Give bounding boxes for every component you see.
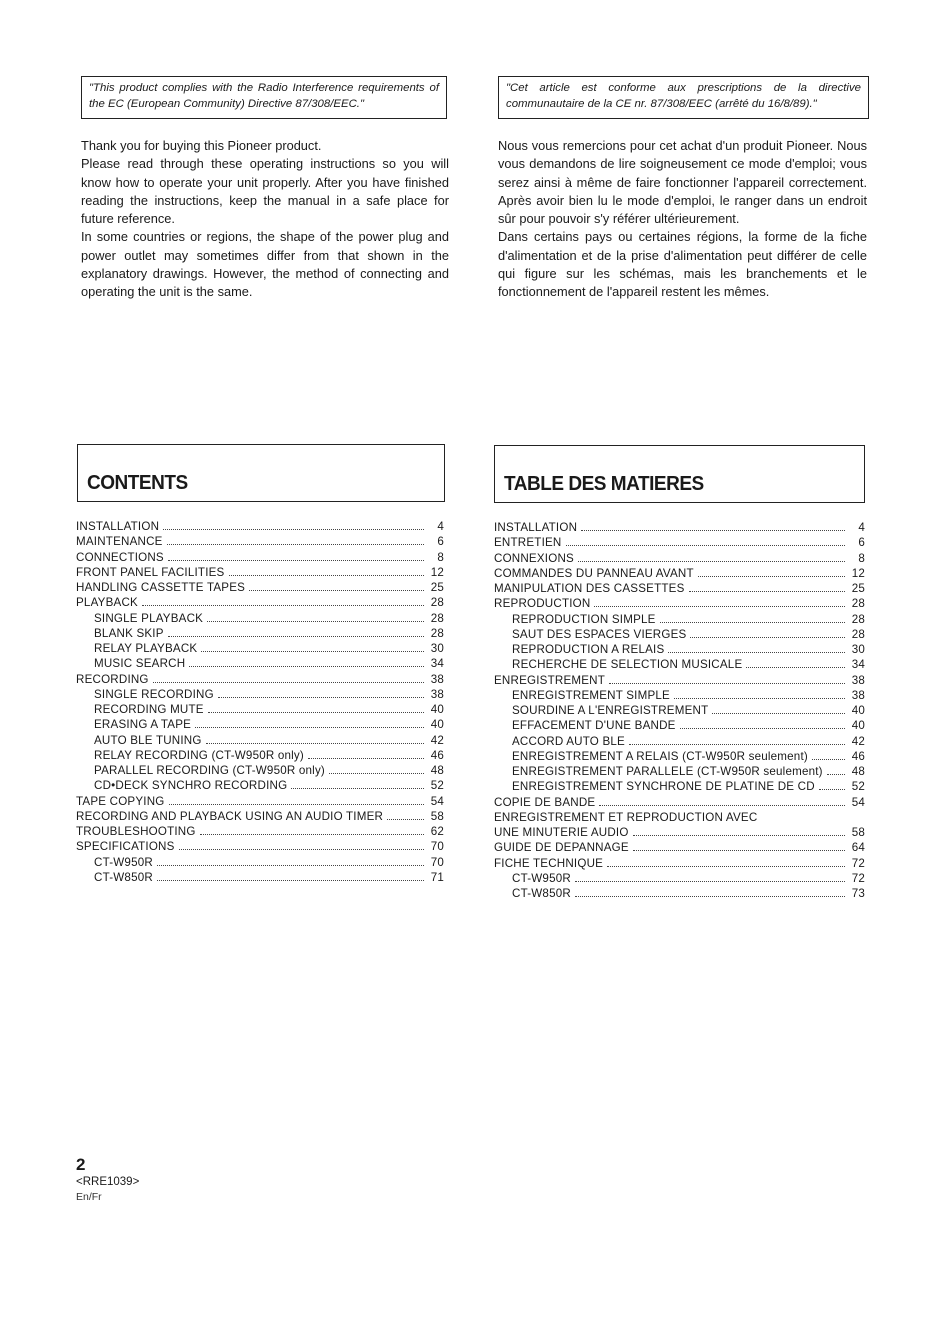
toc-dot-leader — [633, 825, 845, 836]
toc-entry-title: SINGLE RECORDING — [94, 687, 214, 701]
toc-entry-title: PARALLEL RECORDING (CT-W950R only) — [94, 764, 325, 777]
toc-entry-page: 38 — [851, 673, 865, 687]
toc-entry — [494, 718, 865, 733]
toc-entry-title: ENREGISTREMENT SIMPLE — [512, 688, 670, 702]
toc-entry-title: TAPE COPYING — [76, 794, 165, 808]
toc-entry-title: RECHERCHE DE SELECTION MUSICALE — [512, 658, 743, 672]
table-des-matieres-heading-box — [494, 445, 865, 503]
toc-entry-title: ENREGISTREMENT PARALLELE (CT-W950R seulement) — [512, 765, 823, 778]
toc-entry-page: 42 — [430, 733, 444, 747]
toc-entry-page: 8 — [858, 551, 865, 565]
toc-entry-page: 34 — [851, 658, 865, 672]
toc-dot-leader — [387, 809, 424, 820]
toc-entry — [76, 809, 444, 824]
intro-en-paragraph: Thank you for buying this Pioneer product. — [81, 138, 322, 153]
toc-dot-leader — [308, 748, 424, 759]
toc-entry-page: 40 — [851, 719, 865, 733]
toc-entry-page: 70 — [430, 855, 444, 869]
toc-dot-leader — [329, 763, 424, 774]
toc-dot-leader — [249, 580, 424, 591]
toc-dot-leader — [206, 733, 424, 744]
toc-dot-leader — [607, 856, 845, 867]
toc-entry-page: 30 — [430, 642, 444, 655]
toc-dot-leader — [167, 534, 424, 545]
toc-entry — [76, 534, 444, 549]
toc-dot-leader — [690, 627, 845, 638]
toc-dot-leader — [594, 596, 845, 607]
intro-en — [81, 137, 449, 302]
toc-entry-page: 54 — [430, 794, 444, 808]
toc-dot-leader — [229, 565, 425, 576]
toc-entry-title: REPRODUCTION A RELAIS — [512, 643, 665, 656]
toc-entry-title: SPECIFICATIONS — [76, 840, 175, 854]
toc-entry — [76, 672, 444, 687]
regulatory-notice-fr — [498, 76, 869, 119]
regulatory-notice-fr-text: "Cet article est conforme aux prescriptions de la directive communautaire de la CE nr. 87/308/EEC (arrêté du 16/8/89)." — [506, 82, 861, 110]
toc-entry — [76, 763, 444, 778]
toc-dot-leader — [157, 870, 424, 881]
toc-entry-page: 4 — [858, 521, 865, 534]
toc-entry — [76, 565, 444, 580]
toc-entry-title: HANDLING CASSETTE TAPES — [76, 581, 246, 594]
toc-entry-page: 48 — [851, 765, 865, 778]
toc-dot-leader — [195, 717, 424, 728]
toc-entry — [76, 870, 444, 885]
toc-entry — [494, 871, 865, 886]
toc-entry — [494, 535, 865, 550]
page-footer — [76, 1155, 139, 1204]
toc-dot-leader — [218, 687, 424, 698]
toc-entry-page: 40 — [430, 703, 444, 716]
toc-entry-page: 12 — [851, 566, 865, 580]
toc-dot-leader — [179, 839, 424, 850]
toc-entry-page: 58 — [851, 826, 865, 839]
toc-entry — [494, 703, 865, 718]
toc-entry — [76, 748, 444, 763]
toc-entry-page: 40 — [851, 704, 865, 717]
toc-entry — [494, 596, 865, 611]
toc-entry-title: ERASING A TAPE — [94, 718, 192, 732]
toc-entry-title: INSTALLATION — [494, 521, 578, 534]
toc-dot-leader — [157, 855, 424, 866]
toc-entry-title: CT-W850R — [512, 887, 571, 900]
toc-dot-leader — [633, 840, 845, 851]
intro-fr-paragraph: Dans certains pays ou certaines régions, la forme de la fiche d'alimentation et de la prise d'alimentation peut différer de celle qui figure sur les schémas, mais les branchements et le fonctionnement de l'appareil restent les mêmes. — [498, 229, 867, 300]
toc-dot-leader — [660, 612, 845, 623]
toc-entry — [76, 687, 444, 702]
toc-entry-title: ENREGISTREMENT ET REPRODUCTION AVEC — [494, 810, 758, 824]
toc-entry-title: CT-W950R — [94, 855, 153, 869]
toc-entry — [494, 581, 865, 596]
toc-entry-title: GUIDE DE DEPANNAGE — [494, 841, 629, 855]
toc-entry-page: 38 — [430, 672, 444, 686]
toc-dot-leader — [153, 672, 424, 683]
toc-entry-page: 58 — [430, 809, 444, 823]
toc-dot-leader — [578, 551, 845, 562]
toc-entry — [76, 839, 444, 854]
toc-entry — [494, 764, 865, 779]
toc-entry-title: RELAY PLAYBACK — [94, 642, 198, 655]
toc-entry — [76, 824, 444, 839]
toc-entry-title: CT-W850R — [94, 870, 153, 884]
toc-dot-leader — [169, 794, 424, 805]
toc-entry — [494, 779, 865, 794]
toc-dot-leader — [689, 581, 845, 592]
table-des-matieres-heading: TABLE DES MATIERES — [504, 473, 704, 495]
toc-entry-page: 42 — [851, 734, 865, 748]
toc-entry-page: 48 — [430, 764, 444, 777]
toc-dot-leader — [698, 566, 845, 577]
toc-entry-title: ENTRETIEN — [494, 536, 562, 550]
regulatory-notice-en-text: "This product complies with the Radio Interference requirements of the EC (European Community) Directive 87/308/EEC." — [89, 82, 439, 110]
toc-entry — [494, 520, 865, 535]
toc-entry-page: 8 — [437, 550, 444, 564]
toc-entry-page: 28 — [430, 626, 444, 640]
toc-entry — [76, 611, 444, 626]
toc-entry-page: 6 — [437, 535, 444, 549]
intro-en-paragraph: Please read through these operating instructions so you will know how to operate your unit properly. After you have finished reading the instructions, keep the manual in a safe place for future reference. — [81, 156, 449, 227]
toc-entry-page: 72 — [851, 871, 865, 885]
toc-entry-page: 73 — [851, 887, 865, 900]
toc-dot-leader — [168, 626, 424, 637]
intro-fr-paragraph: Nous vous remercions pour cet achat d'un produit Pioneer. Nous vous demandons de lire soigneusement ce mode d'emploi; vous serez ainsi à même de faire fonctionner l'appareil correctement. Après avoir bien lu le mode d'emploi, le ranger dans un endroit sûr pour pouvoir s'y référer ultérieurement. — [498, 138, 867, 227]
toc-entry — [494, 749, 865, 764]
toc-entry-title: SINGLE PLAYBACK — [94, 611, 204, 625]
toc-entry-title: CT-W950R — [512, 871, 571, 885]
table-des-matieres-list — [494, 520, 865, 901]
toc-entry-page: 46 — [851, 749, 865, 763]
toc-entry-page: 30 — [851, 643, 865, 656]
toc-entry — [76, 656, 444, 671]
toc-entry-title: MANIPULATION DES CASSETTES — [494, 582, 685, 595]
toc-entry — [494, 810, 865, 825]
toc-entry — [76, 595, 444, 610]
toc-entry-page: 28 — [851, 597, 865, 611]
toc-dot-leader — [668, 642, 845, 653]
toc-entry — [76, 794, 444, 809]
toc-entry — [76, 733, 444, 748]
toc-entry-title: RECORDING — [76, 672, 149, 686]
toc-entry-page: 34 — [430, 657, 444, 671]
toc-entry-title: MUSIC SEARCH — [94, 657, 186, 671]
toc-entry — [76, 519, 444, 534]
toc-entry-page: 28 — [851, 612, 865, 626]
toc-entry-title: TROUBLESHOOTING — [76, 825, 196, 838]
toc-entry-title: COMMANDES DU PANNEAU AVANT — [494, 566, 694, 580]
toc-entry-title: AUTO BLE TUNING — [94, 733, 202, 747]
toc-dot-leader — [575, 886, 845, 897]
toc-entry-page: 62 — [430, 825, 444, 838]
toc-entry — [494, 642, 865, 657]
toc-entry-page: 12 — [430, 565, 444, 579]
toc-dot-leader — [291, 778, 424, 789]
toc-dot-leader — [575, 871, 845, 882]
toc-entry — [494, 627, 865, 642]
toc-entry-page: 64 — [851, 841, 865, 855]
toc-dot-leader — [200, 824, 424, 835]
toc-entry — [494, 551, 865, 566]
toc-entry — [494, 673, 865, 688]
toc-entry-title: PLAYBACK — [76, 596, 138, 610]
toc-entry-title: SAUT DES ESPACES VIERGES — [512, 627, 687, 641]
toc-entry-page: 28 — [851, 627, 865, 641]
toc-entry-title: CD•DECK SYNCHRO RECORDING — [94, 779, 288, 793]
toc-entry — [76, 717, 444, 732]
intro-fr — [498, 137, 867, 302]
toc-entry-title: INSTALLATION — [76, 520, 160, 533]
toc-entry-title: ENREGISTREMENT SYNCHRONE DE PLATINE DE CD — [512, 780, 815, 794]
contents-heading: CONTENTS — [87, 472, 188, 494]
toc-dot-leader — [201, 641, 424, 652]
toc-entry-page: 25 — [430, 581, 444, 594]
toc-entry-title: MAINTENANCE — [76, 535, 163, 549]
toc-entry-page: 71 — [430, 870, 444, 884]
toc-entry-title: RECORDING AND PLAYBACK USING AN AUDIO TIMER — [76, 809, 384, 823]
toc-dot-leader — [680, 718, 845, 729]
toc-dot-leader — [819, 779, 845, 790]
page-number: 2 — [76, 1155, 86, 1174]
toc-entry-page: 4 — [437, 520, 444, 533]
toc-entry-page: 38 — [851, 688, 865, 702]
toc-entry — [494, 825, 865, 840]
language-codes: En/Fr — [76, 1191, 102, 1203]
toc-entry — [494, 795, 865, 810]
toc-entry-title: FICHE TECHNIQUE — [494, 856, 604, 870]
toc-entry-title: REPRODUCTION — [494, 597, 591, 611]
toc-entry — [76, 626, 444, 641]
toc-entry — [494, 566, 865, 581]
toc-entry-page: 72 — [851, 856, 865, 870]
toc-dot-leader — [142, 595, 424, 606]
toc-entry-title: RECORDING MUTE — [94, 703, 204, 716]
toc-entry-title: CONNEXIONS — [494, 551, 574, 565]
toc-entry — [494, 657, 865, 672]
toc-dot-leader — [827, 764, 845, 775]
toc-entry-title: EFFACEMENT D'UNE BANDE — [512, 719, 676, 733]
toc-entry-title: ENREGISTREMENT A RELAIS (CT-W950R seulement) — [512, 749, 808, 763]
toc-dot-leader — [581, 520, 845, 531]
toc-entry-page: 28 — [430, 611, 444, 625]
toc-entry-page: 52 — [430, 779, 444, 793]
toc-entry — [494, 734, 865, 749]
toc-entry-page: 46 — [430, 748, 444, 762]
toc-entry-title: CONNECTIONS — [76, 550, 164, 564]
toc-dot-leader — [566, 535, 845, 546]
toc-entry-title: ENREGISTREMENT — [494, 673, 606, 687]
toc-dot-leader — [163, 519, 424, 530]
contents-list — [76, 519, 444, 885]
toc-entry-title: UNE MINUTERIE AUDIO — [494, 826, 629, 839]
toc-entry-title: COPIE DE BANDE — [494, 795, 596, 809]
toc-entry-title: BLANK SKIP — [94, 626, 164, 640]
toc-entry-page: 38 — [430, 687, 444, 701]
toc-entry — [76, 778, 444, 793]
toc-entry — [76, 855, 444, 870]
toc-entry — [76, 550, 444, 565]
toc-dot-leader — [629, 734, 845, 745]
toc-entry-title: FRONT PANEL FACILITIES — [76, 565, 225, 579]
toc-dot-leader — [189, 656, 424, 667]
toc-entry-title: ACCORD AUTO BLE — [512, 734, 625, 748]
toc-entry — [494, 856, 865, 871]
intro-en-paragraph: In some countries or regions, the shape of the power plug and power outlet may sometimes differ from that shown in the explanatory drawings. However, the method of connecting and operating the unit is the same. — [81, 229, 449, 300]
toc-dot-leader — [207, 611, 424, 622]
toc-dot-leader — [599, 795, 845, 806]
toc-dot-leader — [746, 657, 845, 668]
toc-entry-page: 70 — [430, 840, 444, 854]
toc-entry — [494, 886, 865, 901]
toc-entry — [494, 688, 865, 703]
toc-entry — [76, 580, 444, 595]
toc-entry — [76, 641, 444, 656]
toc-entry — [494, 840, 865, 855]
toc-entry-page: 40 — [430, 718, 444, 732]
toc-dot-leader — [208, 702, 424, 713]
toc-entry-title: RELAY RECORDING (CT-W950R only) — [94, 748, 304, 762]
toc-entry — [76, 702, 444, 717]
toc-entry-page: 54 — [851, 795, 865, 809]
toc-dot-leader — [609, 673, 845, 684]
toc-entry-title: REPRODUCTION SIMPLE — [512, 612, 656, 626]
toc-entry-page: 6 — [858, 536, 865, 550]
toc-entry-page: 52 — [851, 780, 865, 794]
toc-entry — [494, 612, 865, 627]
toc-dot-leader — [712, 703, 845, 714]
toc-dot-leader — [812, 749, 845, 760]
toc-dot-leader — [674, 688, 845, 699]
contents-heading-box — [77, 444, 445, 502]
document-code: <RRE1039> — [76, 1176, 140, 1188]
toc-dot-leader — [168, 550, 424, 561]
toc-entry-title: SOURDINE A L'ENREGISTREMENT — [512, 704, 709, 717]
toc-entry-page: 25 — [851, 582, 865, 595]
toc-entry-page: 28 — [430, 596, 444, 610]
regulatory-notice-en — [81, 76, 447, 119]
